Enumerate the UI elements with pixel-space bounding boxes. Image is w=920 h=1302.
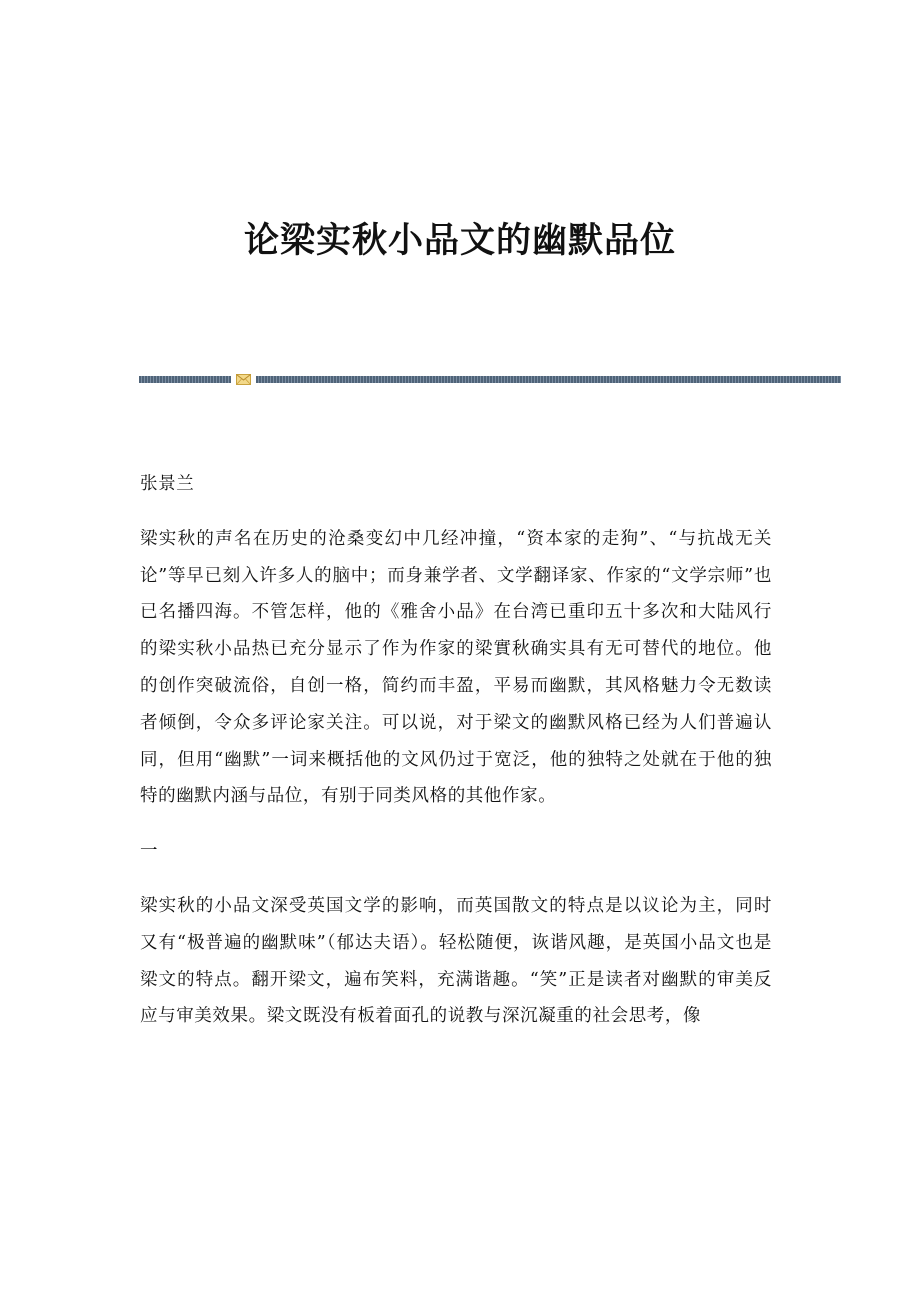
document-body [140,466,772,1053]
title-divider [139,374,841,386]
body-paragraph: 梁实秋的声名在历史的沧桑变幻中几经冲撞，“资本家的走狗”、“与抗战无关论”等早已刻入许多人的脑中；而身兼学者、文学翻译家、作家的“文学宗师”也已名播四海。不管怎样，他的《雅舍小品》在台湾已重印五十多次和大陆风行的梁实秋小品热已充分显示了作为作家的梁實秋确实具有无可替代的地位。他的创作突破流俗，自创一格，简约而丰盈，平易而幽默，其风格魅力令无数读者倾倒，令众多评论家关注。可以说，对于梁文的幽默风格已经为人们普遍认同，但用“幽默”一词来概括他的文风仍过于宽泛，他的独特之处就在于他的独特的幽默内涵与品位，有别于同类风格的其他作家。 [140,528,772,807]
divider-bar-left [139,376,231,383]
body-paragraph: 梁实秋的小品文深受英国文学的影响，而英国散文的特点是以议论为主，同时又有“极普遍的幽默味”（郁达夫语）。轻松随便，诙谐风趣，是英国小品文也是梁文的特点。翻开梁文，遍布笑料，充满谐趣。“笑”正是读者对幽默的审美反应与审美效果。梁文既没有板着面孔的说教与深沉凝重的社会思考，像 [140,895,772,1027]
author-name: 张景兰 [140,474,195,494]
divider-bar-right [256,376,841,383]
envelope-icon [236,374,251,385]
document-title: 论梁实秋小品文的幽默品位 [243,220,676,261]
section-number: 一 [140,841,159,862]
